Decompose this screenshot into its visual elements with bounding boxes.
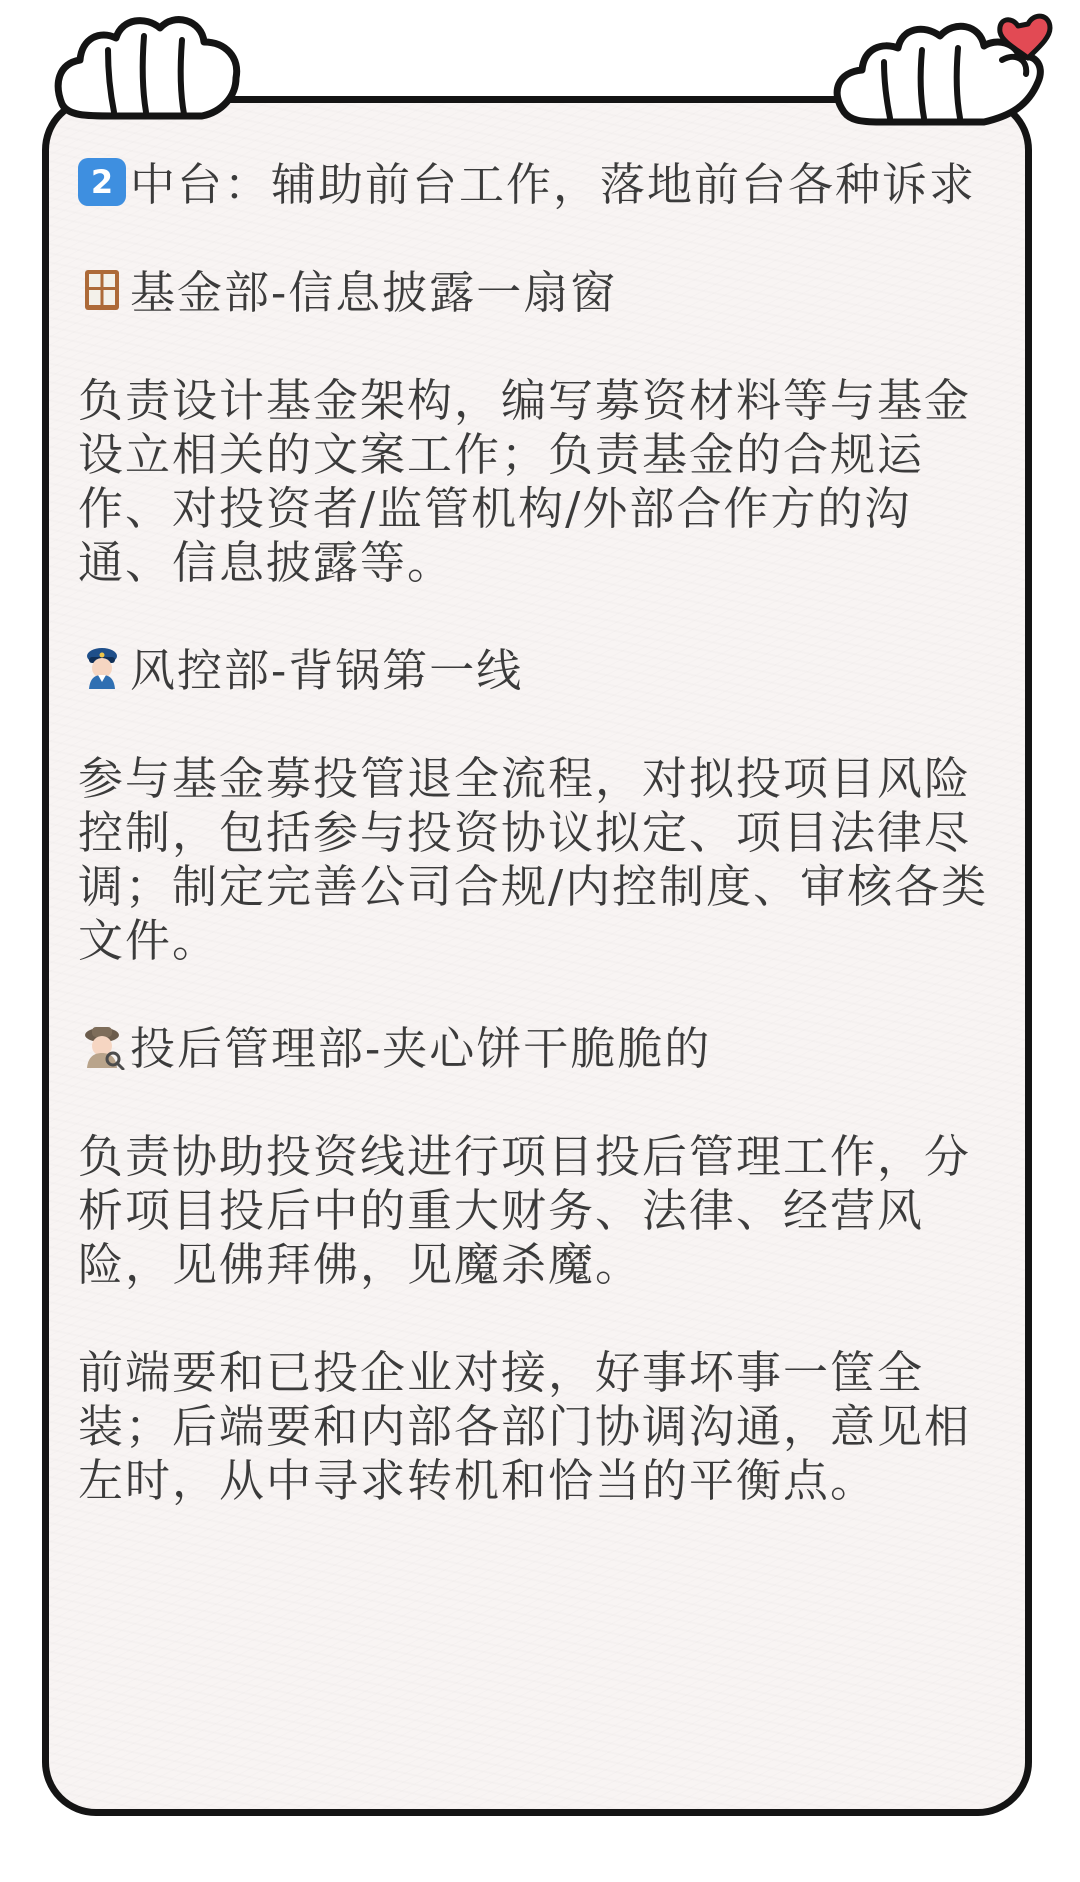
intro-line bbox=[78, 158, 998, 212]
risk-department-title: 风控部-背锅第一线 bbox=[130, 644, 524, 697]
fund-department-body: 负责设计基金架构，编写募资材料等与基金设立相关的文案工作；负责基金的合规运作、对投资者/监管机构/外部合作方的沟通、信息披露等。 bbox=[78, 374, 972, 589]
section-heading-post-investment-department bbox=[78, 1022, 998, 1076]
spacer bbox=[78, 212, 998, 266]
section-heading-risk-department bbox=[78, 644, 998, 698]
risk-department-body: 参与基金募投管退全流程，对拟投项目风险控制，包括参与投资协议拟定、项目法律尽调；制定完善公司合规/内控制度、审核各类文件。 bbox=[78, 752, 989, 967]
left-cartoon-hand-icon bbox=[52, 0, 262, 136]
spacer bbox=[78, 320, 998, 374]
spacer bbox=[78, 1292, 998, 1346]
intro-text: 中台：辅助前台工作，落地前台各种诉求 bbox=[130, 158, 977, 211]
right-cartoon-hand-with-heart-icon bbox=[806, 0, 1056, 150]
spacer bbox=[78, 590, 998, 644]
article-content bbox=[78, 158, 998, 1508]
fund-department-title: 基金部-信息披露一扇窗 bbox=[130, 266, 618, 319]
spacer bbox=[78, 968, 998, 1022]
number-two-icon: 2 bbox=[78, 158, 126, 206]
spacer bbox=[78, 1076, 998, 1130]
police-officer-icon bbox=[78, 644, 126, 692]
detective-icon bbox=[78, 1022, 126, 1070]
post-investment-department-body: 负责协助投资线进行项目投后管理工作，分析项目投后中的重大财务、法律、经营风险，见佛拜佛，见魔杀魔。 bbox=[78, 1130, 972, 1291]
window-icon bbox=[78, 266, 126, 314]
post-investment-department-title: 投后管理部-夹心饼干脆脆的 bbox=[130, 1022, 712, 1075]
closing-paragraph: 前端要和已投企业对接，好事坏事一筐全装；后端要和内部各部门协调沟通，意见相左时，从中寻求转机和恰当的平衡点。 bbox=[78, 1346, 972, 1507]
section-heading-fund-department bbox=[78, 266, 998, 320]
spacer bbox=[78, 698, 998, 752]
